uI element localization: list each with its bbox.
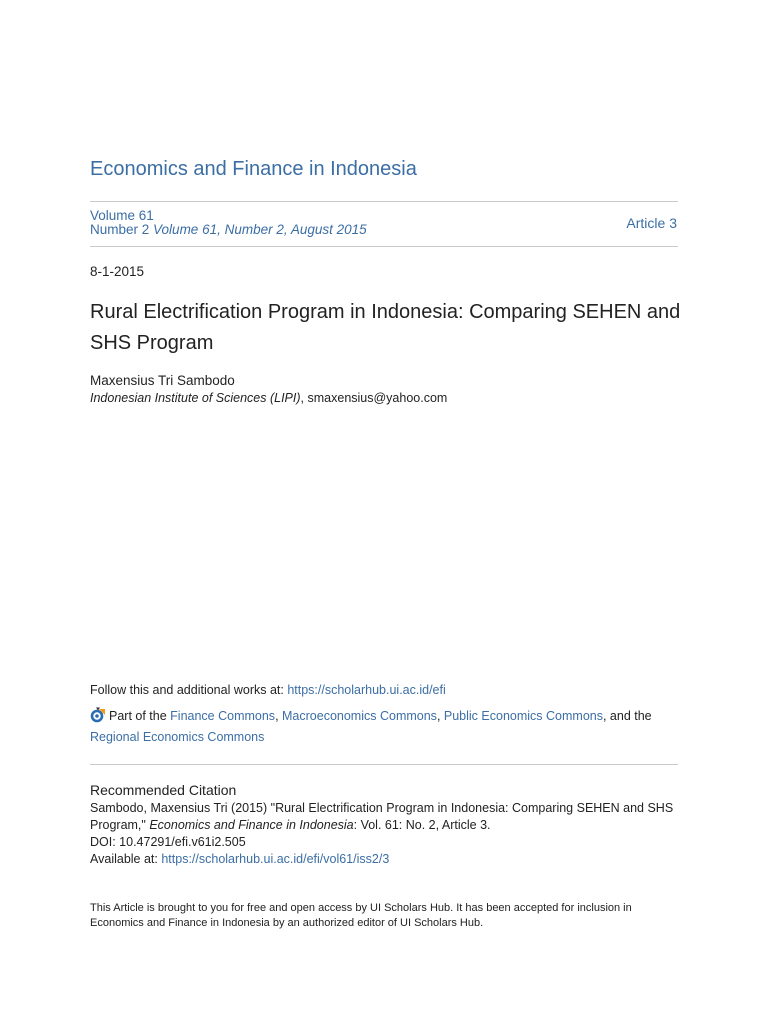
- journal-title-link[interactable]: Economics and Finance in Indonesia: [90, 158, 417, 180]
- bepress-commons-icon: [90, 707, 106, 723]
- volume-divider: [90, 246, 678, 247]
- article-title: Rural Electrification Program in Indonesia: Comparing SEHEN and SHS Program: [90, 301, 681, 354]
- author-name: Maxensius Tri Sambodo: [90, 373, 235, 388]
- commons-and: , and the: [602, 709, 652, 723]
- institution: Indonesian Institute of Sciences (LIPI): [90, 391, 301, 405]
- citation-doi: DOI: 10.47291/efi.v61i2.505: [90, 835, 246, 849]
- follow-line: [90, 683, 446, 697]
- citation-text: [90, 800, 690, 868]
- access-notice: This Article is brought to you for free and open access by UI Scholars Hub. It has been accepted for inclusion in Economics and Finance in Indonesia by an authorized editor of UI Scholars Hub.: [90, 902, 632, 929]
- volume-link[interactable]: Volume 61: [90, 208, 154, 223]
- regional-economics-commons-link[interactable]: Regional Economics Commons: [90, 730, 265, 744]
- citation-main: Sambodo, Maxensius Tri (2015) "Rural Electrification Program in Indonesia: Comparing SEHEN and SHS Program,": [90, 801, 674, 832]
- volume-block: [90, 209, 367, 237]
- publication-date: 8-1-2015: [90, 264, 145, 279]
- top-divider: [90, 201, 678, 202]
- issue-link[interactable]: Volume 61, Number 2, August 2015: [153, 222, 367, 237]
- citation-volume: : Vol. 61: No. 2, Article 3.: [353, 818, 491, 832]
- available-label: Available at:: [90, 852, 162, 866]
- available-link[interactable]: https://scholarhub.ui.ac.id/efi/vol61/iss2/3: [161, 852, 390, 866]
- commons-line: Part of the Finance Commons, Macroeconomics Commons, Public Economics Commons, and the Regional Economics Commons: [90, 709, 652, 744]
- finance-commons-link[interactable]: Finance Commons: [170, 709, 276, 723]
- article-number-link[interactable]: Article 3: [626, 215, 677, 231]
- author-affiliation: Indonesian Institute of Sciences (LIPI), smaxensius@yahoo.com: [90, 391, 448, 405]
- author-email: smaxensius@yahoo.com: [307, 391, 448, 405]
- citation-journal: Economics and Finance in Indonesia: [149, 818, 354, 832]
- citation-divider: [90, 764, 678, 765]
- follow-text: Follow this and additional works at:: [90, 683, 288, 697]
- public-economics-commons-link[interactable]: Public Economics Commons: [443, 709, 603, 723]
- number-link[interactable]: Number 2: [90, 222, 150, 237]
- citation-heading: Recommended Citation: [90, 782, 237, 798]
- macroeconomics-commons-link[interactable]: Macroeconomics Commons: [282, 709, 437, 723]
- commons-prefix: Part of the: [109, 709, 171, 723]
- follow-link[interactable]: https://scholarhub.ui.ac.id/efi: [287, 683, 446, 697]
